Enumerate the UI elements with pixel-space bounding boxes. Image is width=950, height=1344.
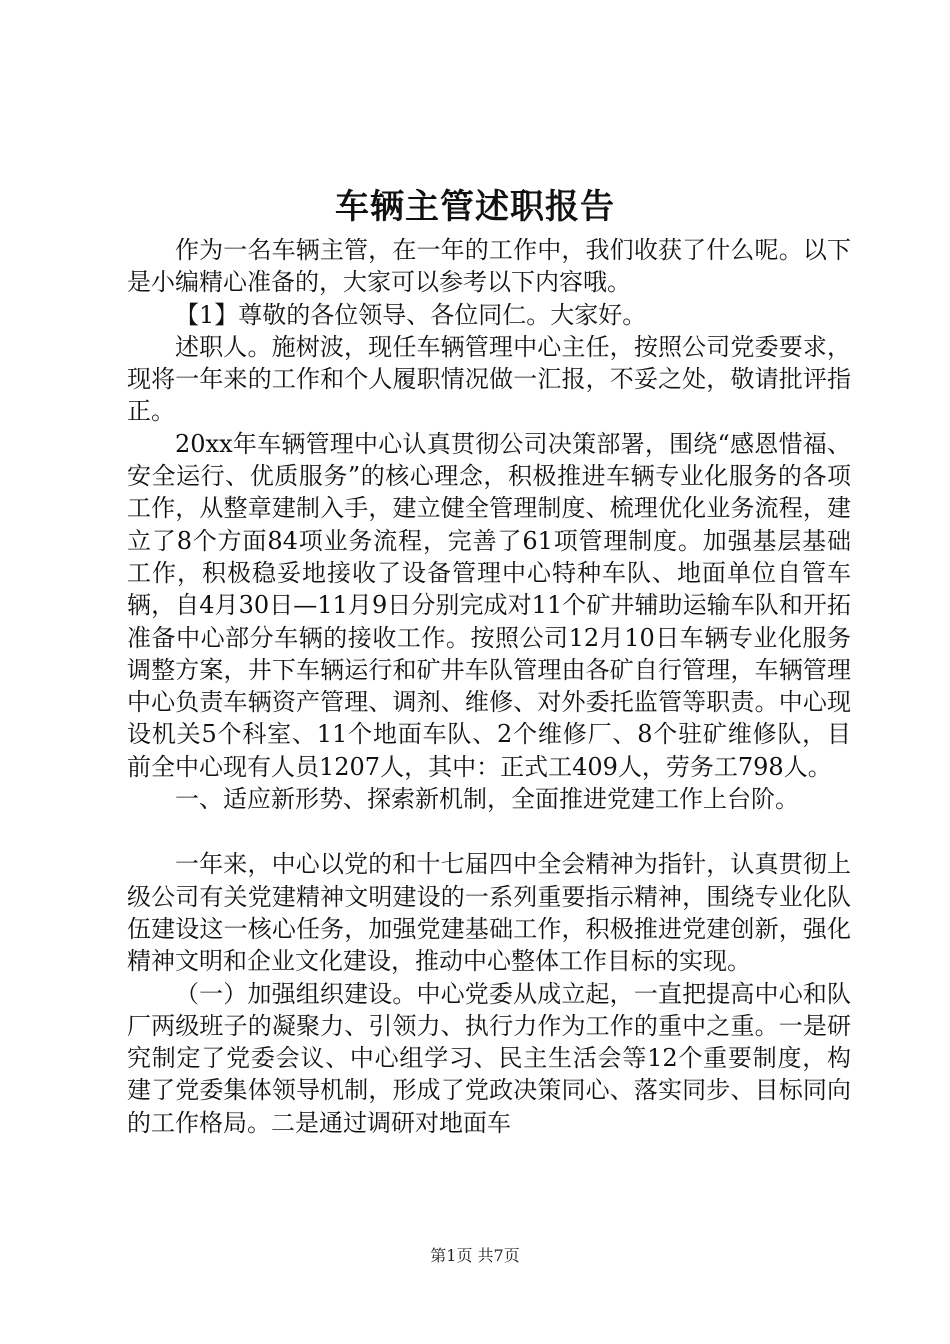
paragraph-annual-work: 20xx年车辆管理中心认真贯彻公司决策部署，围绕“感恩惜福、安全运行、优质服务”的核心理念，积极推进车辆专业化服务的各项工作，从整章建制入手，建立健全管理制度、梳理优化业务流程，建立了8个方面84项业务流程，完善了61项管理制度。加强基层基础工作，积极稳妥地接收了设备管理中心特种车队、地面单位自管车辆，自4月30日—11月9日分别完成对11个矿井辅助运输车队和开拓准备中心部分车辆的接收工作。按照公司12月10日车辆专业化服务调整方案，井下车辆运行和矿井车队管理由各矿自行管理，车辆管理中心负责车辆资产管理、调剂、维修、对外委托监管等职责。中心现设机关5个科室、11个地面车队、2个维修厂、8个驻矿维修队，目前全中心现有人员1207人，其中：正式工409人，劳务工798人。 — [127, 429, 851, 781]
page-number: 第1页 共7页 — [430, 1246, 520, 1265]
section-heading-1: 一、适应新形势、探索新机制，全面推进党建工作上台阶。 — [175, 785, 799, 814]
paragraph-reporter: 述职人。施树波，现任车辆管理中心主任，按照公司党委要求，现将一年来的工作和个人履职情况做一汇报，不妥之处，敬请批评指正。 — [127, 332, 851, 426]
paragraph-party-building: 一年来，中心以党的和十七届四中全会精神为指针，认真贯彻上级公司有关党建精神文明建设的一系列重要指示精神，围绕专业化队伍建设这一核心任务，加强党建基础工作，积极推进党建创新，强化精神文明和企业文化建设，推动中心整体工作目标的实现。 — [127, 850, 851, 976]
paragraph-intro: 作为一名车辆主管，在一年的工作中，我们收获了什么呢。以下是小编精心准备的，大家可以参考以下内容哦。 — [127, 236, 851, 297]
document-body — [127, 234, 851, 1139]
document-title: 车辆主管述职报告 — [335, 187, 615, 227]
paragraph-organization: （一）加强组织建设。中心党委从成立起，一直把提高中心和队厂两级班子的凝聚力、引领力、执行力作为工作的重中之重。一是研究制定了党委会议、中心组学习、民主生活会等12个重要制度，构建了党委集体领导机制，形成了党政决策同心、落实同步、目标同向的工作格局。二是通过调研对地面车 — [127, 979, 851, 1137]
paragraph-greeting: 【1】尊敬的各位领导、各位同仁。大家好。 — [175, 300, 647, 329]
